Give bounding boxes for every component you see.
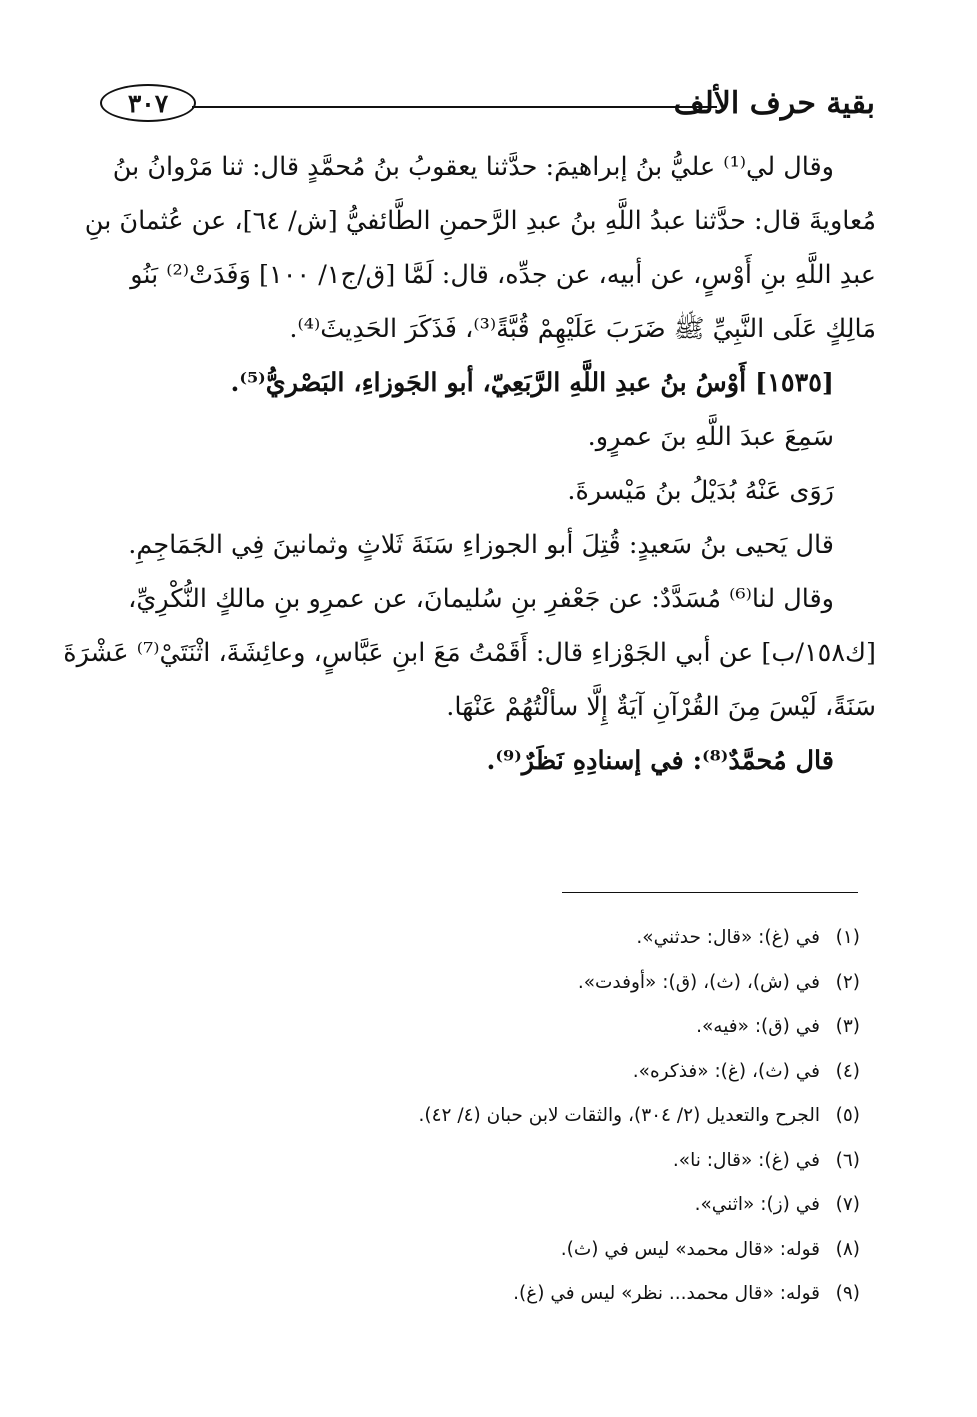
footnote-item [300,1094,860,1139]
text-line-3: عبدِ اللَّهِ بنِ أَوْسٍ، عن أبيه، عن جدِّه، قال: لَمَّا [ق/ج١/ ١٠٠] وَفَدَتْ⁽²⁾ بَنُو [130,260,876,290]
footnote-text: قوله: «قال محمد» ليس في (ث). [560,1238,820,1260]
footnote-item [300,916,860,961]
footnote-number: (٧) [835,1194,860,1215]
text-line-10: سَنَةً، لَيْسَ مِنَ القُرْآنِ آيَةٌ إِلَّا سألْتُهُمْ عَنْهَا. [446,692,876,722]
page-number-badge: ٣٠٧ [100,84,196,122]
main-text [63,140,876,788]
footnote-number: (٣) [835,1016,860,1037]
footnote-text: في (ث)، (غ): «فذكره». [632,1060,820,1082]
text-line-4: مَالِكٍ عَلَى النَّبِيِّ ﷺ ضَرَبَ عَلَيْهِمْ قُبَّةً⁽³⁾، فَذَكَرَ الحَدِيثَ⁽⁴⁾. [289,314,876,344]
header-rule [192,106,717,108]
footnote-number: (٩) [835,1283,860,1304]
footnote-number: (٨) [835,1238,860,1260]
text-line-6: رَوَى عَنْهُ بُدَيْلُ بنُ مَيْسرةَ. [567,476,834,506]
footnote-text: في (غ): «قال: نا». [672,1149,820,1171]
footnote-text: في (ق): «فيه». [696,1016,820,1037]
footnote-item [300,1183,860,1228]
text-line-5: سَمِعَ عبدَ اللَّهِ بنَ عمرٍو. [587,422,834,452]
footnote-item [300,1139,860,1184]
closing-remark: قال مُحمَّدٌ⁽⁸⁾: في إسنادِهِ نَظَرٌ⁽⁹⁾. [486,746,834,776]
footnote-separator [562,892,858,893]
footnote-item [300,961,860,1006]
footnotes [300,916,860,1317]
footnote-item [300,1228,860,1273]
footnote-number: (٤) [835,1060,860,1082]
footnote-text: الجرح والتعديل (٢/ ٣٠٤)، والثقات لابن حبان (٤/ ٤٢). [418,1105,820,1126]
text-line-8: وقال لنا⁽⁶⁾ مُسَدَّدٌ: عن جَعْفرِ بنِ سُليمانَ، عن عمرِو بنِ مالكٍ النُّكْرِيِّ، [128,584,834,614]
footnote-item [300,1050,860,1095]
text-line-9: [ك١٥٨/ب] عن أبي الجَوْزاءِ قال: أَقَمْتُ مَعَ ابنِ عَبَّاسٍ، وعائِشَةَ، اثْنَتَيْ⁽⁷⁾ عَشْرَةَ [63,638,876,668]
footnote-item [300,1272,860,1317]
entry-heading: [١٥٣٥] أَوْسُ بنُ عبدِ اللَّهِ الرَّبَعِيّ، أبو الجَوزاءِ، البَصْريُّ⁽⁵⁾. [230,368,834,398]
footnote-number: (٢) [835,971,860,993]
footnote-text: قوله: «قال محمد... نظر» ليس في (غ). [513,1283,820,1304]
footnote-number: (١) [835,927,860,948]
text-line-7: قال يَحيى بنُ سَعيدٍ: قُتِلَ أبو الجوزاءِ سَنَةَ ثَلاثٍ وثمانينَ فِي الجَمَاجِمِ. [128,530,834,560]
text-line-1: وقال لي⁽¹⁾ عليُّ بنُ إبراهيمَ: حدَّثنا يعقوبُ بنُ مُحمَّدٍ قال: ثنا مَرْوانُ بنُ [112,152,834,182]
footnote-text: في (ش)، (ث)، (ق): «أوفدت». [577,971,820,993]
footnote-text: في (ز): «اثني». [694,1194,820,1215]
text-line-2: مُعاويةَ قال: حدَّثنا عبدُ اللَّهِ بنُ عبدِ الرَّحمنِ الطَّائفيُّ [ش/ ٦٤]، عن عُثمانَ بنِ [84,206,876,236]
footnote-number: (٥) [835,1105,860,1126]
running-header [100,84,875,128]
chapter-title: بقية حرف الألف [673,86,875,121]
footnote-text: في (غ): «قال: حدثني». [636,927,820,948]
footnote-item [300,1005,860,1050]
footnote-number: (٦) [835,1149,860,1171]
